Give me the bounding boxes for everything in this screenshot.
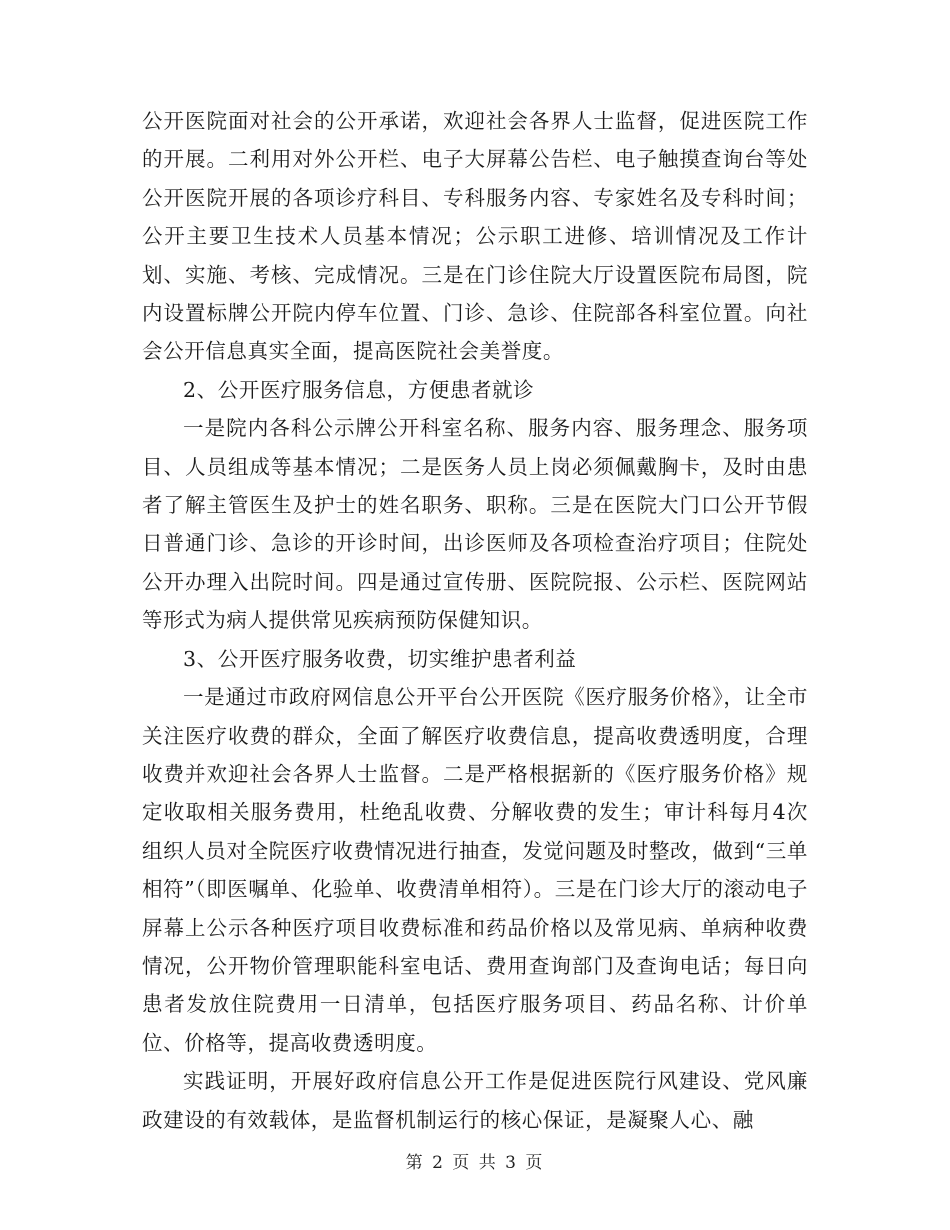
paragraph-service-info: 一是院内各科公示牌公开科室名称、服务内容、服务理念、服务项目、人员组成等基本情况；二是医务人员上岗必须佩戴胸卡，及时由患者了解主管医生及护士的姓名职务、职称。三是在医院大门口公开节假日普通门诊、急诊的开诊时间，出诊医师及各项检查治疗项目；住院处公开办理入出院时间。四是通过宣传册、医院院报、公示栏、医院网站等形式为病人提供常见疾病预防保健知识。 <box>142 416 808 633</box>
section-heading-2: 2、公开医疗服务信息，方便患者就诊 <box>183 377 535 402</box>
section-heading-3: 3、公开医疗服务收费，切实维护患者利益 <box>183 646 577 671</box>
paragraph-continuation: 公开医院面对社会的公开承诺，欢迎社会各界人士监督，促进医院工作的开展。二利用对外公开栏、电子大屏幕公告栏、电子触摸查询台等处公开医院开展的各项诊疗科目、专科服务内容、专家姓名及专科时间；公开主要卫生技术人员基本情况；公示职工进修、培训情况及工作计划、实施、考核、完成情况。三是在门诊住院大厅设置医院布局图，院内设置标牌公开院内停车位置、门诊、急诊、住院部各科室位置。向社会公开信息真实全面，提高医院社会美誉度。 <box>142 109 808 364</box>
document-body <box>142 102 808 1139</box>
page-footer: 第 2 页 共 3 页 <box>405 1153 545 1173</box>
paragraph-service-fees: 一是通过市政府网信息公开平台公开医院《医疗服务价格》，让全市关注医疗收费的群众，全面了解医疗收费信息，提高收费透明度，合理收费并欢迎社会各界人士监督。二是严格根据新的《医疗服务价格》规定收取相关服务费用，杜绝乱收费、分解收费的发生；审计科每月4次组织人员对全院医疗收费情况进行抽查，发觉问题及时整改，做到“三单相符”（即医嘱单、化验单、收费清单相符）。三是在门诊大厅的滚动电子屏幕上公示各种医疗项目收费标准和药品价格以及常见病、单病种收费情况，公开物价管理职能科室电话、费用查询部门及查询电话；每日向患者发放住院费用一日清单，包括医疗服务项目、药品名称、计价单位、价格等，提高收费透明度。 <box>142 685 808 1055</box>
paragraph-conclusion: 实践证明，开展好政府信息公开工作是促进医院行风建设、党风廉政建设的有效载体，是监督机制运行的核心保证，是凝聚人心、融 <box>142 1069 808 1132</box>
